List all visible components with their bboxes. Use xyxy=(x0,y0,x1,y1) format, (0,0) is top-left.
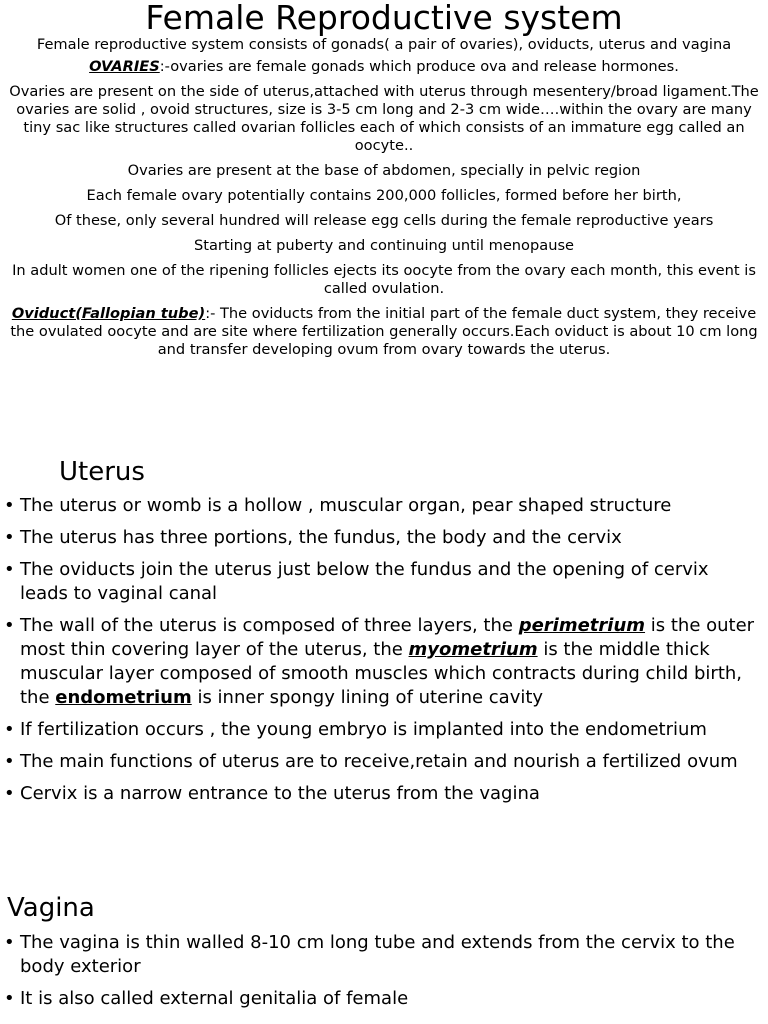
bullet-icon: • xyxy=(4,559,15,580)
page-title: Female Reproductive system xyxy=(145,0,623,37)
follicles-paragraph: Each female ovary potentially contains 200,000 follicles, formed before her birth, xyxy=(86,187,682,204)
bullet-icon: • xyxy=(4,932,15,953)
endometrium-term: endometrium xyxy=(55,687,192,708)
reproductive-system-slide xyxy=(0,0,768,359)
puberty-paragraph: Starting at puberty and continuing until menopause xyxy=(193,237,575,254)
list-item: • The main functions of uterus are to receive,retain and nourish a fertilized ovum xyxy=(4,751,738,772)
uterus-bullet-list xyxy=(4,494,760,814)
ovaries-text: :-ovaries are female gonads which produce ova and release hormones. xyxy=(159,58,679,75)
bullet-icon: • xyxy=(4,527,15,548)
list-item: • If fertilization occurs , the young embryo is implanted into the endometrium xyxy=(4,719,707,740)
bullet-icon: • xyxy=(4,988,15,1009)
uterus-heading: Uterus xyxy=(59,457,145,487)
egg-release-paragraph: Of these, only several hundred will release egg cells during the female reproductive years xyxy=(54,212,714,229)
ovaries-paragraph xyxy=(8,58,760,76)
intro-paragraph: Female reproductive system consists of gonads( a pair of ovaries), oviducts, uterus and vagina xyxy=(36,36,732,53)
vagina-bullet-list xyxy=(4,931,760,1019)
bullet-icon: • xyxy=(4,615,15,636)
list-item: • Cervix is a narrow entrance to the uterus from the vagina xyxy=(4,783,540,804)
list-item: • The uterus has three portions, the fundus, the body and the cervix xyxy=(4,527,622,548)
oviduct-paragraph xyxy=(8,305,760,359)
uterus-wall-item: • The wall of the uterus is composed of three layers, the perimetrium is the outer most thin covering layer of the uterus, the myometrium is the middle thick muscular layer composed of smooth muscles which contracts during child birth, the endometrium is inner spongy lining of uterine cavity xyxy=(4,615,755,708)
oviduct-term: Oviduct(Fallopian tube) xyxy=(11,305,206,322)
ovary-location-paragraph: Ovaries are present at the base of abdomen, specially in pelvic region xyxy=(127,162,641,179)
bullet-icon: • xyxy=(4,719,15,740)
ovulation-paragraph: In adult women one of the ripening follicles ejects its oocyte from the ovary each month, this event is called ovulation. xyxy=(12,262,756,297)
oviduct-text: :- The oviducts from the initial part of the female duct system, they receive the ovulated oocyte and are site where fertilization generally occurs.Each oviduct is about 10 cm long and transfer developing ovum from ovary towards the uterus. xyxy=(10,305,758,358)
list-item: • It is also called external genitalia of female xyxy=(4,988,409,1009)
bullet-icon: • xyxy=(4,495,15,516)
list-item: • The vagina is thin walled 8-10 cm long tube and extends from the cervix to the body exterior xyxy=(4,932,735,977)
bullet-icon: • xyxy=(4,783,15,804)
ovaries-term: OVARIES xyxy=(89,58,160,75)
ovary-structure-paragraph: Ovaries are present on the side of uterus,attached with uterus through mesentery/broad ligament.The ovaries are solid , ovoid structures, size is 3-5 cm long and 2-3 cm wide….within the ovary are many tiny sac like structures called ovarian follicles each of which consists of an immature egg called an oocyte.. xyxy=(9,83,759,154)
list-item: • The uterus or womb is a hollow , muscular organ, pear shaped structure xyxy=(4,495,672,516)
myometrium-term: myometrium xyxy=(408,639,538,660)
list-item: • The oviducts join the uterus just below the fundus and the opening of cervix leads to vaginal canal xyxy=(4,559,709,604)
perimetrium-term: perimetrium xyxy=(518,615,646,636)
vagina-heading: Vagina xyxy=(7,893,95,923)
bullet-icon: • xyxy=(4,751,15,772)
